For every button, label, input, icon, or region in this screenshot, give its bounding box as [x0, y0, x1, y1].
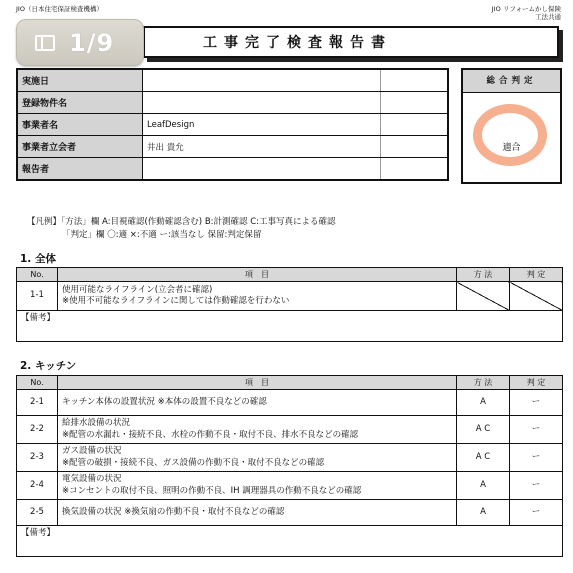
- item-method: A: [457, 472, 510, 500]
- insurance-name: [492, 6, 561, 22]
- remarks-cell: 【備考】: [17, 526, 563, 557]
- header-judge: 判 定: [510, 268, 563, 282]
- header-no: No.: [17, 268, 58, 282]
- item-description: 換気設備の状況 ※換気扇の作動不良・取付不良などの確認: [58, 500, 457, 526]
- table-row: [17, 282, 563, 311]
- header-method: 方 法: [457, 268, 510, 282]
- item-description: [58, 444, 457, 472]
- item-description-note: ※配管の破損・接続不良、ガス設備の作動不良・取付不良などの確認: [62, 457, 325, 468]
- item-description: [58, 282, 457, 311]
- item-number: 2-4: [17, 472, 58, 500]
- table-row: [17, 444, 563, 472]
- overall-judgement-value: 適合: [502, 143, 521, 153]
- page-thumbnail-icon[interactable]: [35, 35, 55, 51]
- item-number: 1-1: [17, 282, 58, 311]
- info-value: [143, 158, 381, 181]
- remarks-cell: 【備考】: [17, 311, 563, 342]
- info-row: [17, 136, 448, 158]
- info-extra-cell: [381, 136, 449, 158]
- page-indicator[interactable]: [16, 19, 144, 66]
- item-number: 2-1: [17, 390, 58, 416]
- info-extra-cell: [381, 158, 449, 181]
- info-label: 報告者: [17, 158, 143, 181]
- item-judgement: ー: [510, 390, 563, 416]
- overall-judgement-box: [461, 68, 562, 184]
- header-item: 項 目: [58, 268, 457, 282]
- info-label: 登録物件名: [17, 92, 143, 114]
- section-title-general: 1. 全体: [20, 253, 56, 265]
- item-description-note: ※使用不可能なライフラインに関しては作動確認を行わない: [62, 296, 290, 306]
- header-method: 方 法: [457, 376, 510, 390]
- remarks-row: [17, 311, 563, 342]
- table-row: [17, 390, 563, 416]
- overall-judgement-label: 総合判定: [463, 70, 560, 93]
- info-label: 実施日: [17, 69, 143, 92]
- table-header-row: [17, 376, 563, 390]
- item-method: [457, 282, 510, 311]
- table-row: [17, 416, 563, 444]
- info-extra-cell: [381, 114, 449, 136]
- remarks-row: [17, 526, 563, 557]
- info-value: LeafDesign: [143, 114, 381, 136]
- info-value: 井出 貴允: [143, 136, 381, 158]
- item-description-note: ※コンセントの取付不良、照明の作動不良、IH 調理器具の作動不良などの確認: [62, 485, 362, 496]
- insurance-name-line1: JIO リフォームかし保険: [491, 5, 561, 13]
- table-row: [17, 500, 563, 526]
- item-number: 2-5: [17, 500, 58, 526]
- info-label: 事業者立会者: [17, 136, 143, 158]
- info-extra-cell: [381, 92, 449, 114]
- section-title-kitchen: 2. キッチン: [20, 360, 77, 372]
- item-method: A C: [457, 416, 510, 444]
- item-judgement: [510, 282, 563, 311]
- item-description-main: 電気設備の状況: [62, 474, 122, 485]
- item-method: A: [457, 390, 510, 416]
- checklist-general: [16, 267, 563, 342]
- info-value: [143, 69, 381, 92]
- organization-name: JIO（日本住宅保証検査機構）: [16, 5, 103, 13]
- item-description-main: 使用可能なライフライン(立会者に確認): [62, 284, 213, 295]
- item-judgement: ー: [510, 444, 563, 472]
- legend-line-1: 【凡例】「方法」欄 A:目視確認(作動確認含む) B:計測確認 C:工事写真による確認: [27, 217, 336, 227]
- info-value: [143, 92, 381, 114]
- item-number: 2-2: [17, 416, 58, 444]
- info-row: [17, 69, 448, 92]
- info-extra-cell: [381, 69, 449, 92]
- item-method: A: [457, 500, 510, 526]
- document-title: 工事完了検査報告書: [143, 26, 559, 58]
- item-description-note: ※配管の水漏れ・接続不良、水栓の作動不良・取付不良、排水不良などの確認: [62, 429, 359, 440]
- item-judgement: ー: [510, 500, 563, 526]
- info-row: [17, 92, 448, 114]
- info-row: [17, 158, 448, 181]
- checklist-kitchen: [16, 375, 563, 557]
- info-label: 事業者名: [17, 114, 143, 136]
- item-description-main: 給排水設備の状況: [62, 418, 131, 429]
- header-judge: 判 定: [510, 376, 563, 390]
- header-no: No.: [17, 376, 58, 390]
- insurance-name-line2: 工法共通: [535, 12, 561, 21]
- header-item: 項 目: [58, 376, 457, 390]
- item-description: キッチン本体の設置状況 ※本体の設置不良などの確認: [58, 390, 457, 416]
- project-info-table: [16, 68, 449, 181]
- table-header-row: [17, 268, 563, 282]
- item-judgement: ー: [510, 472, 563, 500]
- info-row: [17, 114, 448, 136]
- item-method: A C: [457, 444, 510, 472]
- item-number: 2-3: [17, 444, 58, 472]
- page-number-label: 1/9: [69, 28, 115, 57]
- item-description: [58, 416, 457, 444]
- approval-stamp-circle: [473, 104, 547, 166]
- legend-line-2: 「判定」欄 〇:適 ×:不適 ー:該当なし 保留:判定保留: [62, 230, 262, 240]
- item-description: [58, 472, 457, 500]
- item-description-main: ガス設備の状況: [62, 446, 122, 457]
- table-row: [17, 472, 563, 500]
- item-judgement: ー: [510, 416, 563, 444]
